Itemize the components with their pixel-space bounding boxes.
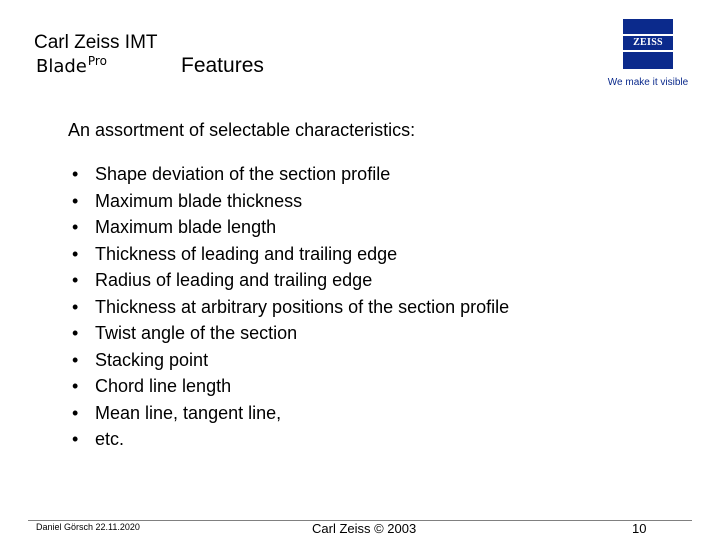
bullet-icon: •: [72, 270, 79, 290]
list-item: [72, 428, 509, 455]
bullet-icon: •: [72, 190, 79, 211]
list-item: [72, 322, 509, 349]
bullet-icon: •: [72, 429, 79, 449]
list-item-text: Mean line, tangent line,: [95, 402, 282, 423]
list-item: [72, 190, 509, 217]
list-item: [72, 402, 509, 429]
footer-copyright: Carl Zeiss © 2003: [312, 521, 417, 536]
footer-author: Daniel Görsch 22.11.2020: [36, 522, 140, 532]
logo-tagline: We make it visible: [607, 77, 689, 88]
logo-wordmark: ZEISS: [633, 37, 663, 48]
bullet-icon: •: [72, 243, 79, 264]
product-name: Blade: [36, 56, 87, 77]
list-item: [72, 349, 509, 376]
list-item: [72, 243, 509, 270]
list-item-text: Thickness at arbitrary positions of the section profile: [95, 296, 510, 317]
bullet-icon: •: [72, 376, 79, 396]
bullet-icon: •: [72, 296, 79, 317]
bullet-icon: •: [72, 217, 79, 237]
list-item-text: Maximum blade thickness: [95, 190, 303, 211]
logo-band-bottom: [623, 50, 673, 52]
page-number: 10: [632, 521, 647, 536]
list-item: [72, 296, 509, 323]
bullet-icon: •: [72, 349, 79, 370]
feature-list: [72, 163, 509, 455]
list-item-text: Radius of leading and trailing edge: [95, 270, 373, 290]
product-superscript: Pro: [87, 54, 107, 68]
list-item-text: Twist angle of the section: [95, 323, 298, 343]
list-item-text: Maximum blade length: [95, 217, 277, 237]
list-item: [72, 216, 509, 243]
list-item: [72, 269, 509, 296]
list-item: [72, 375, 509, 402]
list-item-text: Stacking point: [95, 349, 209, 370]
list-item-text: Thickness of leading and trailing edge: [95, 243, 398, 264]
intro-text: An assortment of selectable characteristics:: [68, 120, 416, 140]
header-company: Carl Zeiss IMT: [34, 32, 158, 53]
bullet-icon: •: [72, 323, 79, 343]
header-product: [36, 56, 107, 79]
bullet-icon: •: [72, 164, 79, 184]
list-item-text: Chord line length: [95, 376, 232, 396]
bullet-icon: •: [72, 402, 79, 423]
list-item-text: Shape deviation of the section profile: [95, 164, 391, 184]
page-title: Features: [181, 54, 264, 77]
list-item-text: etc.: [95, 429, 125, 449]
zeiss-logo: [623, 19, 673, 69]
list-item: [72, 163, 509, 190]
